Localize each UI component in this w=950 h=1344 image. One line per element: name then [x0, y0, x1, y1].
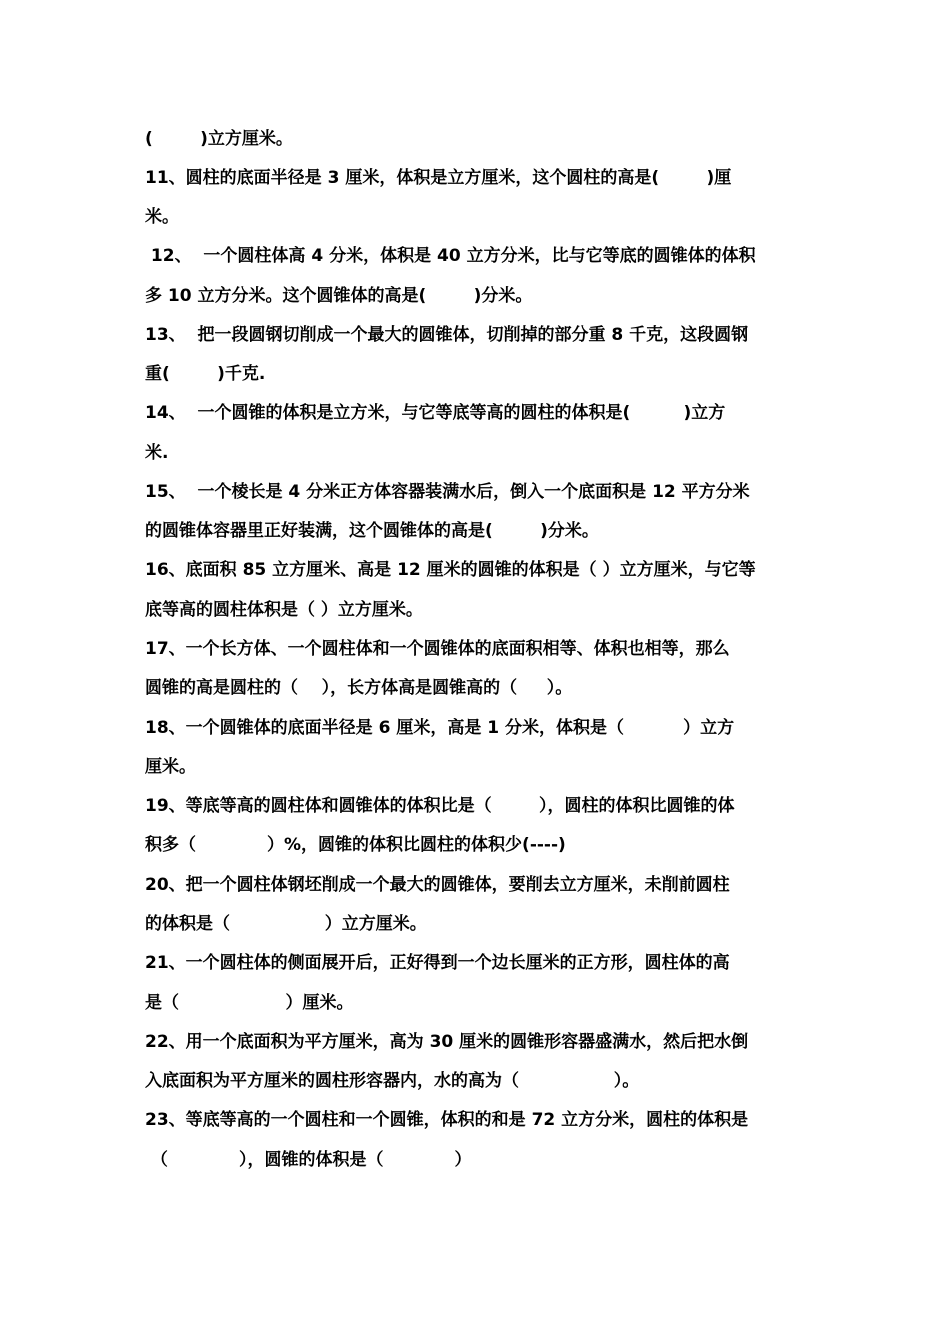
text-line: 22、用一个底面积为平方厘米，高为 30 厘米的圆锥形容器盛满水，然后把水倒 [145, 1032, 749, 1052]
text-line: （ ），圆锥的体积是（ ） [145, 1150, 472, 1170]
text-line: 的体积是（ ）立方厘米。 [145, 914, 427, 934]
text-line: 多 10 立方分米。这个圆锥体的高是( )分米。 [145, 286, 533, 306]
text-line: 积多（ ）%，圆锥的体积比圆柱的体积少(----) [145, 835, 566, 855]
text-line: 18、一个圆锥体的底面半径是 6 厘米，高是 1 分米，体积是（ ）立方 [145, 718, 735, 738]
text-line: 圆锥的高是圆柱的（ ），长方体高是圆锥高的（ ）。 [145, 678, 573, 698]
text-line: 21、一个圆柱体的侧面展开后，正好得到一个边长厘米的正方形，圆柱体的高 [145, 953, 730, 973]
text-line: 13、 把一段圆钢切削成一个最大的圆锥体，切削掉的部分重 8 千克，这段圆钢 [145, 325, 749, 345]
text-line: 米. [145, 443, 169, 463]
text-line: 16、底面积 85 立方厘米、高是 12 厘米的圆锥的体积是（ ）立方厘米，与它等 [145, 560, 756, 580]
text-line: 重( )千克. [145, 364, 266, 384]
text-line: ( )立方厘米。 [145, 129, 293, 149]
text-line: 23、等底等高的一个圆柱和一个圆锥，体积的和是 72 立方分米，圆柱的体积是 [145, 1110, 749, 1130]
text-line: 20、把一个圆柱体钢坯削成一个最大的圆锥体，要削去立方厘米，未削前圆柱 [145, 875, 730, 895]
text-line: 的圆锥体容器里正好装满，这个圆锥体的高是( )分米。 [145, 521, 599, 541]
text-line: 厘米。 [145, 757, 196, 777]
text-line: 入底面积为平方厘米的圆柱形容器内，水的高为（ ）。 [145, 1071, 640, 1091]
text-line: 12、 一个圆柱体高 4 分米，体积是 40 立方分米，比与它等底的圆锥体的体积 [145, 246, 756, 266]
text-line: 17、一个长方体、一个圆柱体和一个圆锥体的底面积相等、体积也相等，那么 [145, 639, 730, 659]
text-line: 14、 一个圆锥的体积是立方米，与它等底等高的圆柱的体积是( )立方 [145, 403, 726, 423]
text-line: 是（ ）厘米。 [145, 993, 354, 1013]
text-line: 底等高的圆柱体积是（ ）立方厘米。 [145, 600, 423, 620]
text-line: 15、 一个棱长是 4 分米正方体容器装满水后，倒入一个底面积是 12 平方分米 [145, 482, 750, 502]
text-line: 19、等底等高的圆柱体和圆锥体的体积比是（ ），圆柱的体积比圆锥的体 [145, 796, 735, 816]
text-line: 11、圆柱的底面半径是 3 厘米，体积是立方厘米，这个圆柱的高是( )厘 [145, 168, 732, 188]
text-line: 米。 [145, 207, 179, 227]
